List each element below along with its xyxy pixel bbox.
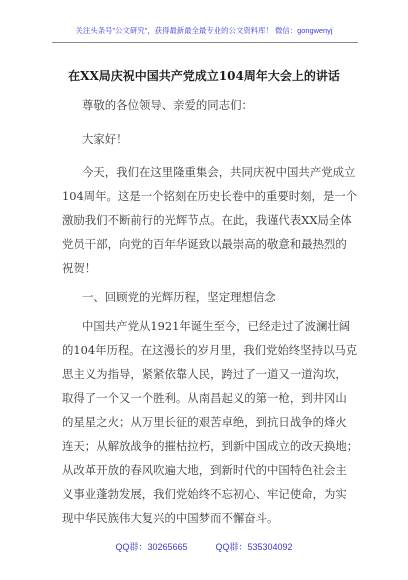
salutation-line: 尊敬的各位领导、亲爱的同志们： bbox=[82, 98, 253, 112]
paragraph-line: 现中华民族伟大复兴的中国梦而不懈奋斗。 bbox=[62, 511, 279, 525]
section-heading: 一、回顾党的光辉历程，坚定理想信念 bbox=[82, 290, 276, 304]
paragraph-line: 今天，我们在这里隆重集会，共同庆祝中国共产党成立 bbox=[82, 165, 356, 179]
paragraph-line: 党员干部，向党的百年华诞致以最崇高的敬意和最热烈的 bbox=[62, 237, 347, 251]
header-divider bbox=[52, 42, 358, 43]
greeting-line: 大家好！ bbox=[82, 132, 128, 146]
paragraph-line: 从改革开放的春风吹遍大地，到新时代的中国特色社会主 bbox=[62, 463, 347, 477]
paragraph-line: 的104年历程。在这漫长的岁月里，我们党始终坚持以马克 bbox=[62, 343, 358, 357]
footer-contact bbox=[0, 540, 408, 553]
paragraph-line: 的星星之火；从万里长征的艰苦卓绝，到抗日战争的烽火 bbox=[62, 415, 347, 429]
paragraph-line: 连天；从解放战争的摧枯拉朽，到新中国成立的改天换地； bbox=[62, 439, 359, 453]
paragraph-line: 104周年。这是一个铭刻在历史长卷中的重要时刻，是一个 bbox=[62, 189, 358, 203]
header-promo-text: 关注头条号"公文研究"，获得最新最全最专业的公文资料库！ 微信：gongwenyj bbox=[75, 26, 333, 35]
paragraph-line: 激励我们不断前行的光辉节点。在此，我谨代表XX局全体 bbox=[62, 213, 352, 227]
paragraph-line: 取得了一个又一个胜利。从南昌起义的第一枪，到井冈山 bbox=[62, 391, 347, 405]
footer-qq-group-2: QQ群：535304092 bbox=[215, 542, 293, 552]
paragraph-line: 中国共产党从1921年诞生至今，已经走过了波澜壮阔 bbox=[82, 319, 351, 333]
document-title: 在XX局庆祝中国共产党成立104周年大会上的讲话 bbox=[68, 69, 340, 83]
paragraph-line: 祝贺！ bbox=[62, 261, 97, 275]
footer-qq-group-1: QQ群：30265665 bbox=[115, 542, 188, 552]
paragraph-line: 义事业蓬勃发展，我们党始终不忘初心、牢记使命，为实 bbox=[62, 487, 347, 501]
paragraph-line: 思主义为指导，紧紧依靠人民，跨过了一道又一道沟坎， bbox=[62, 367, 347, 381]
